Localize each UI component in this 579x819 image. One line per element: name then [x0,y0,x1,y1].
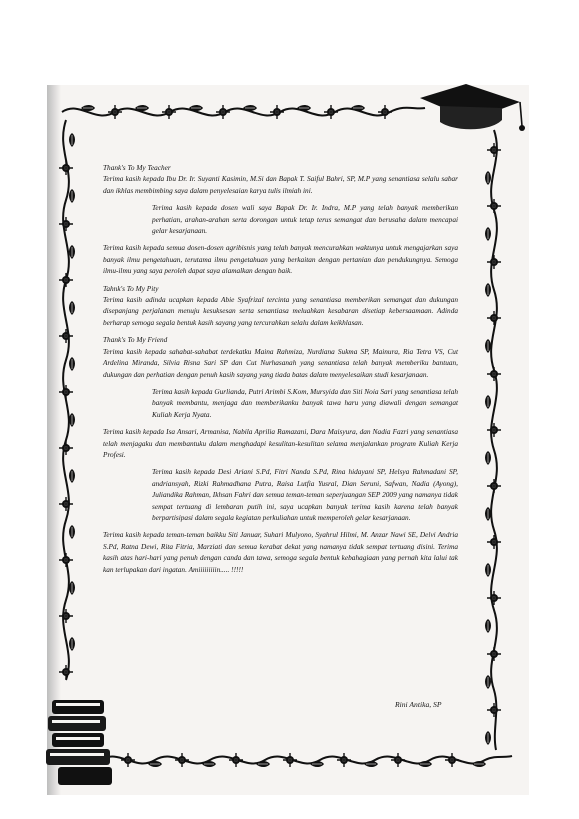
book-stack-icon [46,700,112,785]
paragraph-friend-4: Terima kasih kepada Desi Ariani S.Pd, Fitri Nanda S.Pd, Rina hidayani SP, Helsya Rahmadani SP, andriansyah, Rizki Rahmadhana Putra, Raisa Lutfia Yusral, Dian Seruni, Safwan, Nadia (Ayong), Juliandika Rahman, Ikhsan Fahri dan semua teman-teman seperjuangan SEP 2009 yang namanya tidak sempat tertuang di lembaran putih ini, saya ucapkan banyak terima kasih karena telah banyak berpartisipasi dalam segala kegiatan perkuliahan untuk memperoleh gelar kesarjanaan. [152,467,458,522]
paragraph-wali: Terima kasih kepada dosen wali saya Bapak Dr. Ir. Indra, M.P yang telah banyak memberikan perhatian, arahan-arahan serta dorongan untuk tetap terus semangat dan berusaha dalam mencapai gelar kesarjanaan. [152,203,458,236]
paragraph-friend-3: Terima kasih kepada Isa Ansari, Armanisa, Nabila Aprilia Ramazani, Dara Maisyura, dan Nadia Fazri yang senantiasa telah menjagaku dan membantuku dalam menghadapi kesulitan-kesulitan selama menjalankan program Kuliah Kerja Profesi. [103,427,458,459]
paragraph-teacher: Terima kasih kepada Ibu Dr. Ir. Suyanti Kasimin, M.Si dan Bapak T. Saiful Bahri, SP, M.P yang senantiasa selalu sabar dan ikhlas membimbing saya dalam penyelesaian karya tulis ilmiah ini. [103,174,458,195]
heading-pity: Tahnk's To My Pity [103,283,159,293]
paragraph-friend-5: Terima kasih kepada teman-teman baikku Siti Januar, Suhari Mulyono, Syahrul Hilmi, M. Anzar Nawi SE, Delvi Andria S.Pd, Ratna Dewi, Rita Fitria, Marziati dan semua kerabat dekat yang namanya tidak sempat tertuang disini. Terima kasih atas hari-hari yang penuh dengan canda dan tawa, semoga segala bentuk kebahagiaan yang pernah kita lalui tak kan terlupakan dari ingatan. Amiiiiiiiiin..... !!!!! [103,530,458,574]
acknowledgement-text [103,162,458,581]
heading-teacher: Thank's To My Teacher [103,163,171,172]
paragraph-dosen: Terima kasih kepada semua dosen-dosen agribisnis yang telah banyak mencurahkan waktunya untuk mengajarkan saya banyak ilmu pengetahuan, terutama ilmu pengetahuan yang berkaitan dengan pertanian dan pendukungnya. Semoga ilmu-ilmu yang saya peroleh dapat saya alamalkan dengan baik. [103,243,458,276]
paragraph-friend-1: Terima kasih kepada sahabat-sahabat terdekatku Maina Rahmiza, Nurdiana Sukma SP, Mainura, Ria Tetra VS, Cut Ardelina Miranda, Silvia Risna Sari SP dan Cut Nurhasanah yang senantiasa telah banyak memberiku bantuan, dukungan dan perhatian dengan penuh kasih sayang yang tiada batas dalam menyelesaikan studi kesarjanaan. [103,346,458,379]
signature: Rini Antika, SP [395,700,442,709]
heading-friend: Thank's To My Friend [103,335,168,345]
paragraph-friend-2: Terima kasih kepada Gurlianda, Putri Arimbi S.Kom, Mursyida dan Siti Noia Sari yang senantiasa telah banyak membantu, menjaga dan memberikanku banyak tawa haru yang diawali dengan semangat Kuliah Kerja Nyata. [152,386,458,419]
graduation-cap-icon [420,84,525,131]
paragraph-pity: Terima kasih adinda ucapkan kepada Abie Syafrizal tercinta yang senantiasa memberikan semangat dan dukungan disepanjang perjalanan menuju kesuksesan serta senantiasa meluahkan kesabaran disetiap kebersaamaan. Adinda berharap semoga segala bentuk kasih sayang yang tercurahkan selalu dalam keikhlasan. [103,295,458,327]
